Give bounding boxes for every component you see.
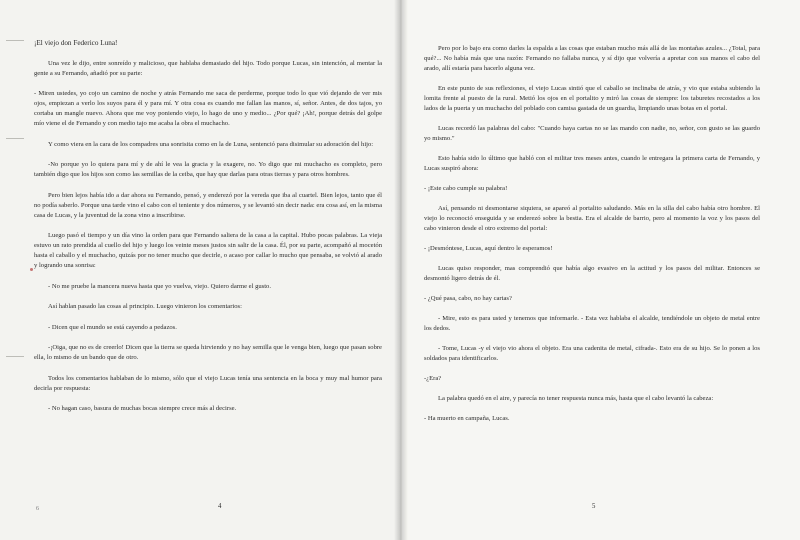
- paragraph: - No hagan caso, basura de muchas bocas siempre crece más al decirse.: [48, 405, 237, 412]
- book-gutter: [394, 0, 408, 540]
- page-heading: ¡El viejo don Federico Luna!: [34, 39, 118, 47]
- paragraph: -¡Oiga, que no es de creerlo! Dicen que la tierra se queda hirviendo y no hay semilla que le venga bien, luego que pasan sobre ella, lo mismo de un bando que de otro.: [34, 344, 382, 361]
- paragraph: -¿Era?: [424, 375, 442, 382]
- ink-speck: [30, 268, 33, 271]
- paragraph: - Dicen que el mundo se está cayendo a pedazos.: [48, 323, 177, 331]
- paragraph: - No me pruebe la mancera nueva hasta que yo vuelva, viejo. Quiero darme el gusto.: [48, 282, 272, 290]
- right-page: [400, 0, 800, 540]
- page-number: 4: [218, 503, 222, 510]
- bleed-mark: [6, 40, 24, 41]
- bleed-mark: [6, 138, 24, 139]
- paragraph: Luego pasó el tiempo y un día vino la orden para que Fernando saliera de la casa a la capital. Hubo pocas palabras. La vieja estuvo un rato prendida al cuello del hijo y luego los veinte meses justos sin salir de la casa. Él, por su parte, acompañó al mocetón hasta el caballo y el muchacho, quizás por no tener mucho que decirle, o acaso por callar lo mucho que pensaba, se volvió al arado y logrando una sonrisa:: [34, 232, 382, 269]
- paragraph: - ¡Este cabo cumple su palabra!: [424, 185, 508, 192]
- bleed-mark: [6, 356, 24, 357]
- paragraph: Pero bien lejos había ido a dar ahora su Fernando, pensó, y enderezó por la vereda que iba al cuartel. Bien lejos, tanto que él no podía saberlo. Porque una tarde vino el cabo con el teniente y dos números, y se levantó sin decir nada: era cosa así, en la misma casa de Lucas, y la juventud de la zona vino a inscribirse.: [34, 191, 382, 219]
- page-number: 5: [592, 503, 596, 510]
- paragraph: Todos los comentarios hablaban de lo mismo, sólo que el viejo Lucas tenía una sentencia en la boca y muy mal humor para decirla por respuesta:: [34, 374, 382, 392]
- paragraph: Esto había sido lo último que habló con el militar tres meses antes, cuando le entregara la primera carta de Fernando, y Lucas suspiró ahora:: [424, 155, 760, 172]
- paragraph: -No porque yo lo quiera para mí y de ahí le vea la gracia y la exagere, no. Yo digo que mi muchacho es completo, pero también digo que los hijos son como las semillas de la ceiba, que hay que darlas para otras tierras y para otros hombres.: [34, 161, 382, 178]
- margin-mark: 6: [36, 506, 39, 512]
- paragraph: Y como viera en la cara de los compadres una sonrisita como en la de Luna, sentenció para disimular su adoración del hijo:: [48, 140, 374, 148]
- paragraph: En este punto de sus reflexiones, el viejo Lucas sintió que el caballo se inclinaba de atrás, y vio que estaba subiendo la lomita frente al puesto de la rural. Metió los ojos en el portalito y miró las cosas de siempre: los taburetes recostados a los lados de la puerta y un muchacho del poblado con camisa gastada de un guardia, limpiando unas botas en el portal.: [424, 85, 760, 112]
- paragraph: Una vez le dijo, entre sonreído y malicioso, que hablaba demasiado del hijo. Todo porque Lucas, sin intención, al mentar la gente a su Fernando, añadió por su parte:: [34, 59, 382, 77]
- paragraph: La palabra quedó en el aire, y parecía no tener respuesta nunca más, hasta que el cabo levantó la cabeza:: [438, 395, 714, 402]
- paragraph: - Ha muerto en campaña, Lucas.: [424, 415, 510, 422]
- paragraph: - ¿Qué pasa, cabo, no hay cartas?: [424, 295, 512, 302]
- paragraph: Así hablan pasado las cosas al principio. Luego vinieron los comentarios:: [48, 303, 242, 310]
- paragraph: - Miren ustedes, yo cojo un camino de noche y atrás Fernando me saca de perderme, porque todo lo que vió dejando de ver mis ojos, empiezan a verlo los suyos para él y para mí. Y otra cosa es cuando me fallan las manos, sí, señor. Antes, de dos tajos, yo cortaba un mangle nuevo. Ahora que me voy poniendo viejo, lo hago de uno y medio... ¿Por qué? ¡Ah!, porque detrás del golpe mío viene el de Fernando y con medio tajo me acaba la obra el muchacho.: [34, 90, 382, 127]
- paragraph: - Mire, esto es para usted y tenemos que informarle. - Esta vez hablaba el alcalde, tendiéndole un objeto de metal entre los dedos.: [424, 315, 760, 332]
- paragraph: - ¡Desmóntese, Lucas, aquí dentro le esperamos!: [424, 245, 553, 252]
- paragraph: Pero por lo bajo era como darles la espalda a las cosas que estaban mucho más allá de las montañas azules... ¿Total, para qué?... No había más que una razón: Fernando no fallaba nunca, y sí dijo que volvería a apretar con sus manos el cabo del arado, allí estaría para hacerlo alguna vez.: [424, 45, 760, 72]
- paragraph: Lucas quiso responder, mas comprendió que había algo evasivo en la actitud y los pasos del militar. Entonces se desmontó ligero detrás de él.: [424, 265, 760, 282]
- paragraph: Así, pensando ni desmontarse siquiera, se apareó al portalito saludando. Más en la silla del cabo había otro hombre. El viejo lo reconoció enseguida y se enderezó sobre la bestia. Era el alcalde de barrio, pero al momento la voz y los pasos del cabo vinieron desde el otro extremo del portal:: [424, 205, 760, 232]
- paragraph: - Tome, Lucas -y el viejo vio ahora el objeto. Era una cadenita de metal, cifrada-. Esto era de su hijo. Se lo ponen a los soldados para identificarlos.: [424, 345, 760, 362]
- paragraph: Lucas recordó las palabras del cabo: "Cuando haya cartas no se las mando con nadie, no, señor, con gusto se las guardo yo mismo.": [424, 125, 760, 142]
